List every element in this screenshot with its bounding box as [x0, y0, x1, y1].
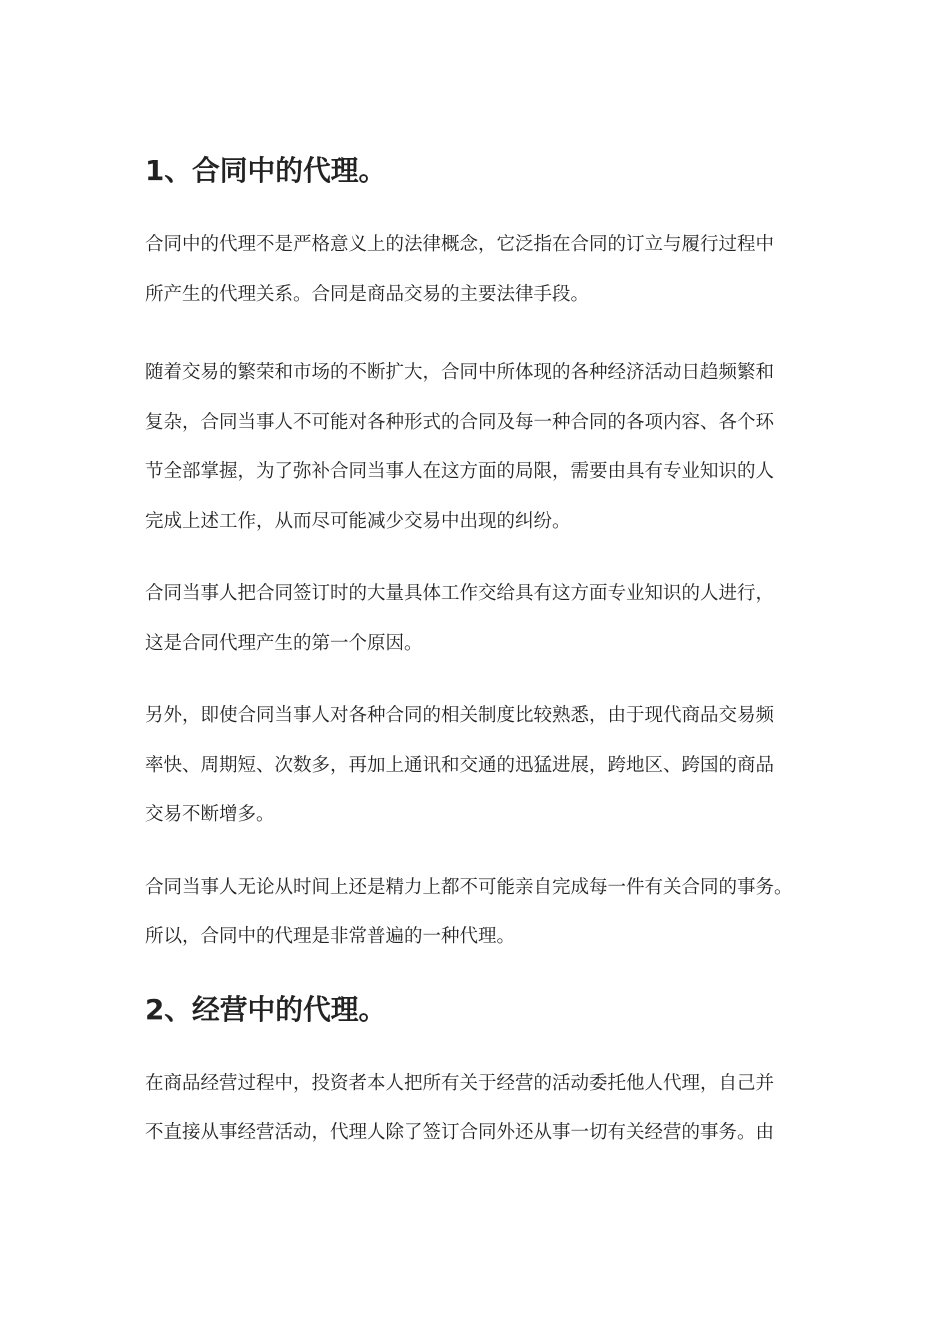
paragraph-line: 所产生的代理关系。合同是商品交易的主要法律手段。: [145, 283, 590, 305]
paragraph-line: 完成上述工作，从而尽可能减少交易中出现的纠纷。: [145, 510, 571, 532]
paragraph-line: 率快、周期短、次数多，再加上通讯和交通的迅猛进展，跨地区、跨国的商品: [145, 754, 775, 776]
paragraph-1: [145, 220, 810, 319]
paragraph-4: [145, 691, 810, 840]
paragraph-line: 合同中的代理不是严格意义上的法律概念，它泛指在合同的订立与履行过程中: [145, 234, 775, 255]
paragraph-line: 在商品经营过程中，投资者本人把所有关于经营的活动委托他人代理，自己并: [145, 1072, 775, 1094]
section-1-heading: 1、合同中的代理。: [145, 154, 387, 187]
paragraph-3: [145, 569, 810, 668]
spacer: [145, 1029, 810, 1059]
spacer: [145, 962, 810, 991]
paragraph-line: 交易不断增多。: [145, 804, 275, 825]
paragraph-line: 合同当事人无论从时间上还是精力上都不可能亲自完成每一件有关合同的事务。: [145, 876, 793, 898]
paragraph-line: 节全部掌握，为了弥补合同当事人在这方面的局限，需要由具有专业知识的人: [145, 461, 775, 482]
paragraph-line: 所以，合同中的代理是非常普遍的一种代理。: [145, 926, 516, 947]
spacer: [145, 840, 810, 863]
paragraph-line: 合同当事人把合同签订时的大量具体工作交给具有这方面专业知识的人进行，: [145, 583, 775, 604]
spacer: [145, 319, 810, 348]
paragraph-2: [145, 348, 810, 546]
paragraph-line: 随着交易的繁荣和市场的不断扩大，合同中所体现的各种经济活动日趋频繁和: [145, 362, 775, 383]
section-2-heading: 2、经营中的代理。: [145, 992, 387, 1026]
paragraph-6: [145, 1059, 810, 1158]
spacer: [145, 546, 810, 569]
spacer: [145, 190, 810, 220]
paragraph-line: 这是合同代理产生的第一个原因。: [145, 632, 423, 654]
paragraph-5: [145, 863, 810, 962]
spacer: [145, 668, 810, 691]
document-body: [145, 152, 810, 1158]
paragraph-line: 复杂，合同当事人不可能对各种形式的合同及每一种合同的各项内容、各个环: [145, 411, 775, 433]
paragraph-line: 不直接从事经营活动，代理人除了签订合同外还从事一切有关经营的事务。由: [145, 1122, 775, 1143]
paragraph-line: 另外，即使合同当事人对各种合同的相关制度比较熟悉，由于现代商品交易频: [145, 705, 775, 726]
